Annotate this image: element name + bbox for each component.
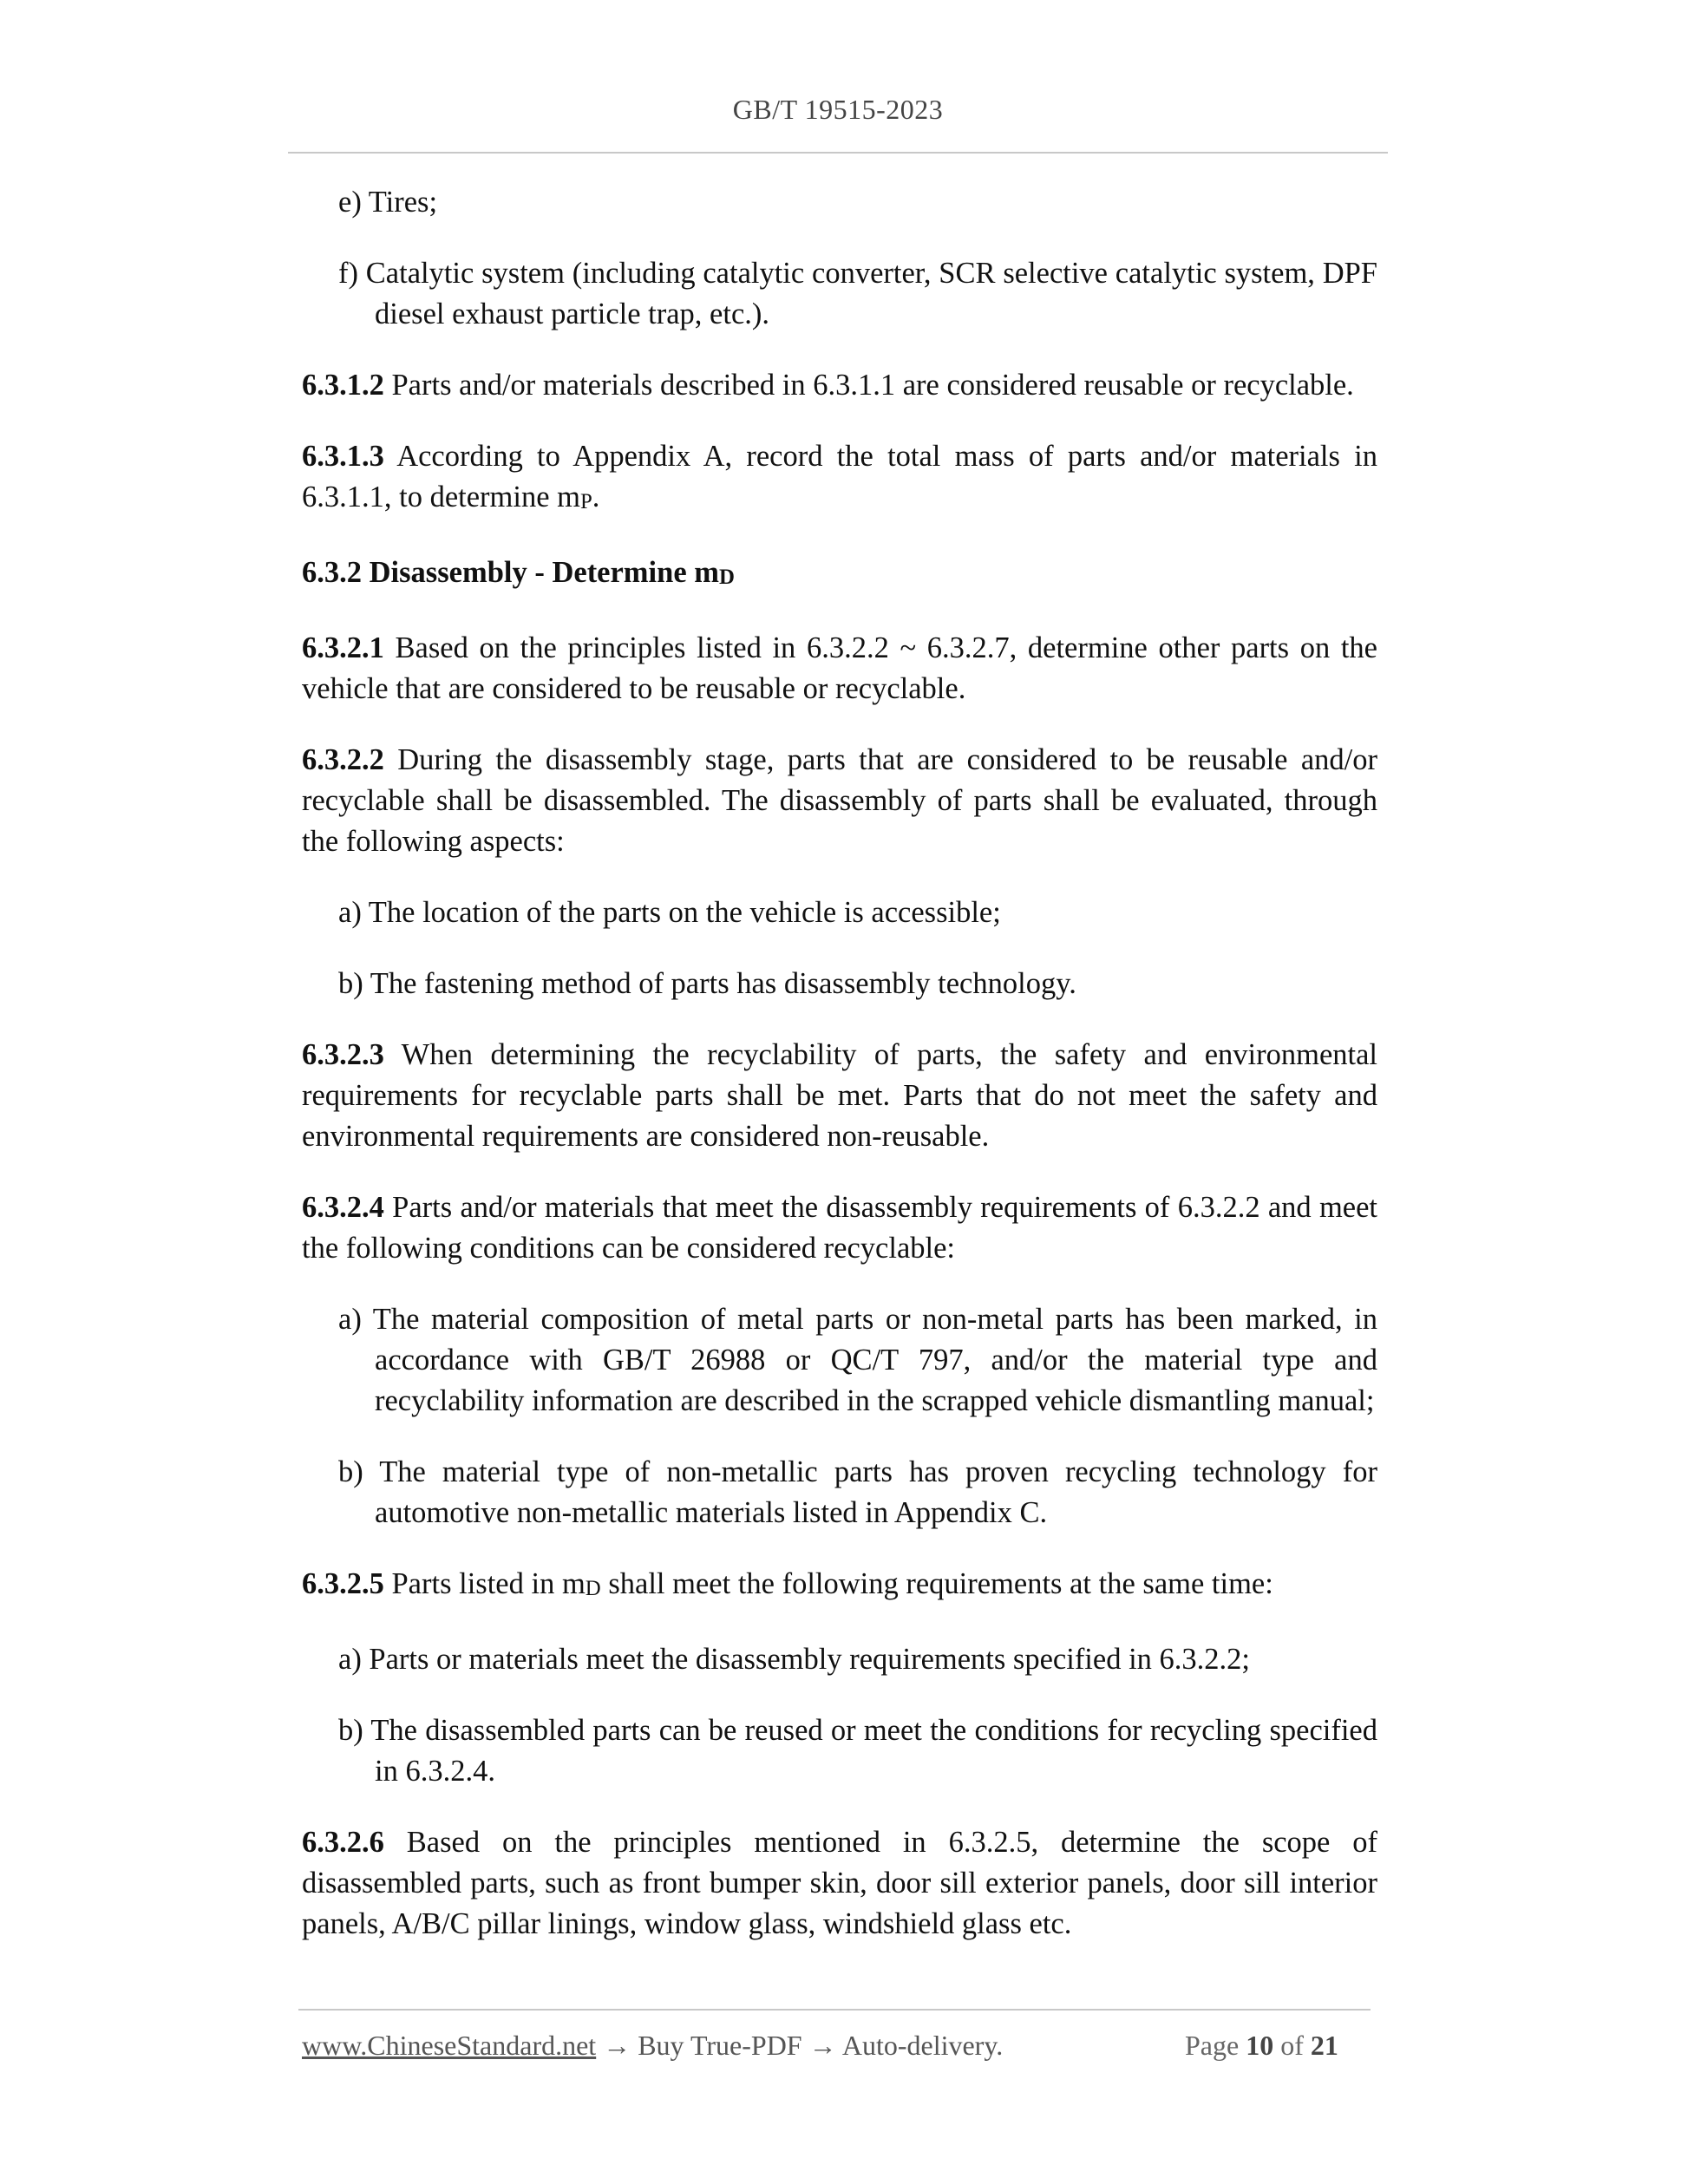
page-of-label: of [1280,2030,1304,2061]
clause-6-3-2-4 [302,1187,1377,1269]
paragraph-text: a) The material composition of metal parts or non-metal parts has been marked, in accordance with GB/T 26988 or QC/T 797, and/or the material type and recyclability information are described in the scrapped vehicle dismantling manual; [338,1302,1377,1417]
clause-6-3-2-6 [302,1822,1377,1945]
clause-number: 6.3.2.3 [302,1037,384,1071]
clause-text: During the disassembly stage, parts that are considered to be reusable and/or recyclable shall be disassembled. The disassembly of parts shall be evaluated, through the following aspects: [302,742,1377,858]
list-item-catalytic-system [302,253,1377,335]
footer-divider [298,2009,1371,2011]
paragraph-text: b) The material type of non-metallic parts has proven recycling technology for automotive non-metallic materials listed in Appendix C. [338,1455,1377,1529]
promo-text: → Buy True-PDF → Auto-delivery. [596,2030,1004,2061]
list-item-tires [302,182,1377,223]
heading-text: 6.3.2 Disassembly - Determine m [302,555,719,589]
clause-text: According to Appendix A, record the total mass of parts and/or materials in 6.3.1.1, to determine m [302,440,1377,513]
clause-text: When determining the recyclability of parts, the safety and environmental requirements for recyclable parts shall be met. Parts that do not meet the safety and environmental requirements are considered non-reusable. [302,1037,1377,1153]
page-current: 10 [1246,2030,1274,2061]
clause-text: Parts and/or materials that meet the disassembly requirements of 6.3.2.2 and meet the following conditions can be considered recyclable: [302,1190,1377,1265]
website-link[interactable]: www.ChineseStandard.net [302,2030,597,2061]
section-heading-6-3-2 [302,553,1377,598]
clause-6-3-2-3 [302,1035,1377,1157]
clause-text-end: shall meet the following requirements at the same time: [600,1566,1273,1600]
paragraph-text: b) The fastening method of parts has disassembly technology. [338,966,1076,1000]
clause-text: Based on the principles listed in 6.3.2.2 ~ 6.3.2.7, determine other parts on the vehicle that are considered to be reusable or recyclable. [302,631,1377,705]
header-divider [288,152,1388,154]
page-total: 21 [1310,2030,1338,2061]
list-item-disassembly-requirements [302,1639,1377,1680]
clause-text: Parts and/or materials described in 6.3.1.1 are considered reusable or recyclable. [383,369,1354,402]
clause-number: 6.3.1.3 [302,440,384,473]
paragraph-text: a) Parts or materials meet the disassembly requirements specified in 6.3.2.2; [338,1642,1251,1676]
clause-text: Parts listed in m [383,1566,586,1600]
list-item-material-composition [302,1299,1377,1422]
list-item-material-type [302,1452,1377,1533]
clause-number: 6.3.2.2 [302,742,384,776]
paragraph-text: e) Tires; [338,186,438,219]
subscript: D [719,565,735,589]
clause-text-end: . [592,481,600,513]
page-indicator [1185,2030,1338,2062]
paragraph-text: a) The location of the parts on the vehicle is accessible; [338,895,1001,929]
document-body [302,182,1377,1975]
clause-number: 6.3.2.1 [302,631,384,664]
clause-number: 6.3.2.4 [302,1190,384,1224]
clause-6-3-1-3 [302,436,1377,522]
page-header: GB/T 19515-2023 [732,94,944,125]
clause-number: 6.3.2.6 [302,1825,384,1859]
paragraph-text: f) Catalytic system (including catalytic converter, SCR selective catalytic system, DPF diesel exhaust particle trap, etc.). [338,257,1377,330]
clause-number: 6.3.1.2 [302,369,384,402]
clause-6-3-2-1 [302,628,1377,709]
list-item-fastening [302,964,1377,1004]
clause-6-3-2-5 [302,1564,1377,1609]
clause-6-3-2-2 [302,740,1377,862]
footer-promo [302,2030,1003,2062]
subscript: D [585,1576,601,1600]
paragraph-text: b) The disassembled parts can be reused or meet the conditions for recycling specified in 6.3.2.4. [338,1713,1377,1788]
clause-text: Based on the principles mentioned in 6.3.2.5, determine the scope of disassembled parts, such as front bumper skin, door sill exterior panels, door sill interior panels, A/B/C pillar linings, window glass, windshield glass etc. [302,1825,1377,1940]
list-item-location [302,893,1377,933]
subscript: P [579,489,592,513]
page-label: Page [1185,2030,1240,2061]
clause-number: 6.3.2.5 [302,1566,384,1600]
list-item-disassembled-parts [302,1710,1377,1792]
clause-6-3-1-2 [302,365,1377,406]
